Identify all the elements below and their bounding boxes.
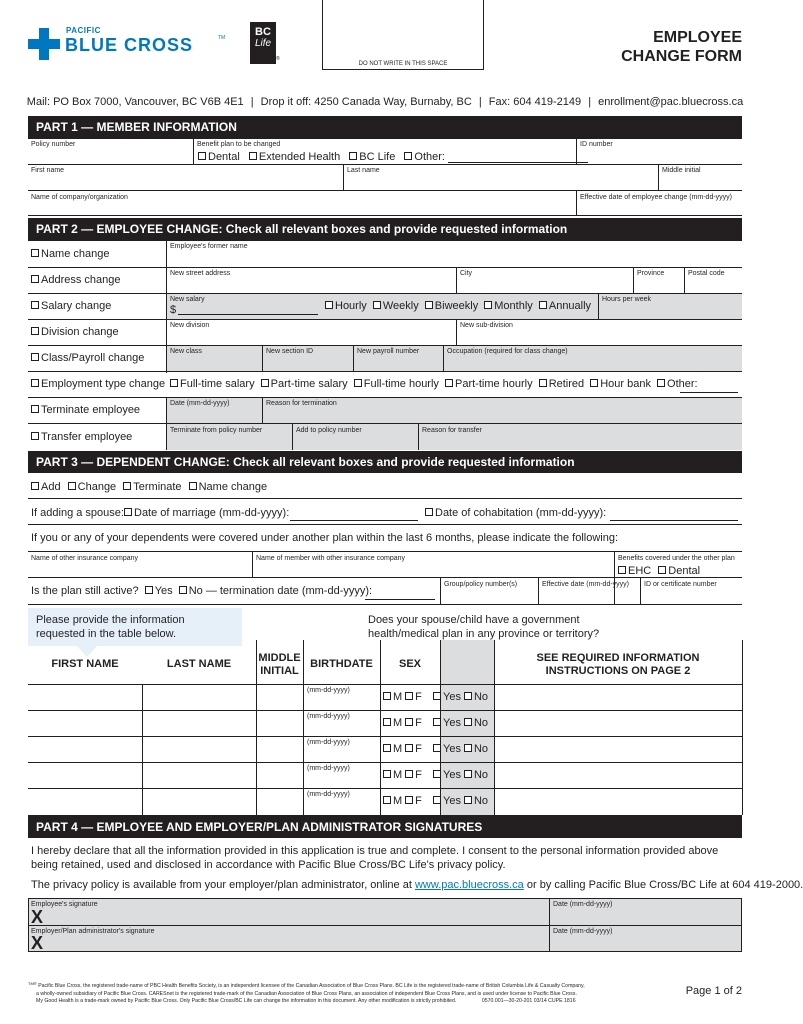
sex-m-checkbox[interactable]: M <box>383 769 402 781</box>
table-instructions-callout: Please provide the information requested in the table below. <box>28 608 242 646</box>
logo-pacific: PACIFIC <box>66 26 101 35</box>
first-name-field[interactable] <box>30 176 340 188</box>
emp-type-change-checkbox[interactable]: Employment type change <box>31 378 165 390</box>
transfer-employee-checkbox[interactable]: Transfer employee <box>31 431 132 443</box>
cohab-date-checkbox[interactable]: Date of cohabitation (mm-dd-yyyy): <box>425 507 606 519</box>
gov-plan-callout: Does your spouse/child have a government health/medical plan in any province or territory? <box>360 608 608 646</box>
admin-date-label: Date (mm-dd-yyyy) <box>553 928 613 935</box>
biweekly-checkbox[interactable]: Biweekly <box>425 300 478 312</box>
part1-header: PART 1 — MEMBER INFORMATION <box>28 116 742 138</box>
dep-last-name-field[interactable] <box>144 764 254 786</box>
dep-birthdate-hint: (mm-dd-yyyy) <box>307 739 350 746</box>
dep-sex-options <box>383 743 422 755</box>
new-subdivision-label: New sub-division <box>460 322 513 329</box>
first-name-label: First name <box>31 167 65 174</box>
gov-plan-yes-checkbox[interactable]: Yes <box>433 717 461 729</box>
bc-life-top: BC <box>255 26 271 38</box>
part3-header: PART 3 — DEPENDENT CHANGE: Check all relevant boxes and provide requested information <box>28 451 742 473</box>
still-active-yes-checkbox[interactable]: Yes <box>145 585 173 597</box>
terminate-dependent-checkbox[interactable]: Terminate <box>123 481 181 493</box>
dep-middle-initial-field[interactable] <box>258 686 301 708</box>
new-salary-label: New salary <box>170 296 205 303</box>
class-change-checkbox[interactable]: Class/Payroll change <box>31 352 144 364</box>
dep-middle-initial-field[interactable] <box>258 712 301 734</box>
policy-number-field[interactable] <box>30 150 190 162</box>
dep-first-name-field[interactable] <box>30 790 140 812</box>
add-to-policy-label: Add to policy number <box>296 427 362 434</box>
middle-initial-field[interactable] <box>662 176 740 188</box>
col-first-name: FIRST NAME <box>51 658 119 670</box>
pt-hourly-checkbox[interactable]: Part-time hourly <box>445 378 533 390</box>
dep-first-name-field[interactable] <box>30 738 140 760</box>
col-see-required: SEE REQUIRED INFORMATION INSTRUCTIONS ON PAGE 2 <box>536 652 700 677</box>
plan-term-date-field[interactable] <box>365 588 435 600</box>
new-section-label: New section ID <box>266 348 314 355</box>
other-type-field[interactable] <box>680 381 738 393</box>
effective-date-field[interactable] <box>580 203 740 214</box>
division-change-checkbox[interactable]: Division change <box>31 326 119 338</box>
dep-sex-options <box>383 717 422 729</box>
dep-birthdate-hint: (mm-dd-yyyy) <box>307 765 350 772</box>
dep-first-name-field[interactable] <box>30 764 140 786</box>
benefits-covered-options <box>618 565 700 577</box>
member-name-label: Name of member with other insurance company <box>256 555 406 562</box>
dep-last-name-field[interactable] <box>144 738 254 760</box>
enrollment-email[interactable]: enrollment@pac.bluecross.ca <box>598 96 744 108</box>
dep-birthdate-hint: (mm-dd-yyyy) <box>307 791 350 798</box>
dep-sex-options <box>383 795 422 807</box>
effective-date-label: Effective date of employee change (mm-dd-yyyy) <box>580 194 732 201</box>
employee-signature-label: Employee's signature <box>31 901 98 908</box>
sex-m-checkbox[interactable]: M <box>383 743 402 755</box>
sex-m-checkbox[interactable]: M <box>383 691 402 703</box>
gov-plan-yes-checkbox[interactable]: Yes <box>433 795 461 807</box>
other-insurance-label: Name of other insurance company <box>31 555 138 562</box>
gov-plan-no-checkbox[interactable]: No <box>464 743 488 755</box>
dep-last-name-field[interactable] <box>144 686 254 708</box>
employee-signature-field[interactable] <box>48 909 543 923</box>
ft-salary-checkbox[interactable]: Full-time salary <box>170 378 255 390</box>
name-change-checkbox[interactable]: Name change <box>31 248 110 260</box>
privacy-link[interactable]: www.pac.bluecross.ca <box>414 879 524 891</box>
company-field[interactable] <box>30 203 573 214</box>
weekly-checkbox[interactable]: Weekly <box>373 300 419 312</box>
term-date-label: Date (mm-dd-yyyy) <box>170 400 230 407</box>
logo-blue-cross: BLUE CROSS <box>65 35 194 55</box>
other-plan-checkbox[interactable]: Other: <box>404 151 445 163</box>
callout-left-pointer <box>76 645 98 657</box>
city-label: City <box>460 270 473 277</box>
form-title <box>621 28 742 66</box>
dep-birthdate-hint: (mm-dd-yyyy) <box>307 713 350 720</box>
admin-signature-label: Employer/Plan administrator's signature <box>31 928 155 935</box>
gov-plan-yes-checkbox[interactable]: Yes <box>433 691 461 703</box>
province-field[interactable] <box>637 279 682 292</box>
footer-legal <box>28 980 688 1006</box>
dep-birthdate-hint: (mm-dd-yyyy) <box>307 687 350 694</box>
hourly-checkbox[interactable]: Hourly <box>325 300 367 312</box>
salary-change-checkbox[interactable]: Salary change <box>31 300 111 312</box>
dep-gov-plan-options <box>433 691 488 703</box>
new-payroll-label: New payroll number <box>357 348 420 355</box>
add-dependent-checkbox[interactable]: Add <box>31 481 61 493</box>
gov-plan-no-checkbox[interactable]: No <box>464 691 488 703</box>
province-label: Province <box>637 270 665 277</box>
footer-code: 0570.001—30-20-201 03/14 CUPE 1816 <box>481 998 576 1004</box>
dep-gov-plan-options <box>433 795 488 807</box>
footer-line3: My Good Health is a trade-mark owned by Pacific Blue Cross. Only Pacific Blue Cross/BC Life can change the information in this document. Any other modification is strictly prohibited. <box>36 998 457 1004</box>
admin-date-field[interactable] <box>553 937 739 950</box>
employee-date-label: Date (mm-dd-yyyy) <box>553 901 613 908</box>
dropoff-address: Drop it off: 4250 Canada Way, Burnaby, BC <box>260 96 472 108</box>
employee-signature-x: X <box>31 907 44 927</box>
sex-f-checkbox[interactable]: F <box>405 769 422 781</box>
benefit-plan-label: Benefit plan to be changed <box>197 141 281 148</box>
part4-header: PART 4 — EMPLOYEE AND EMPLOYER/PLAN ADMINISTRATOR SIGNATURES <box>28 816 742 838</box>
dental-checkbox[interactable]: Dental <box>198 151 240 163</box>
eff-date-label: Effective date (mm-dd-yyyy) <box>542 581 630 588</box>
sex-m-checkbox[interactable]: M <box>383 795 402 807</box>
new-street-field[interactable] <box>170 279 453 292</box>
company-label: Name of company/organization <box>31 194 128 201</box>
still-active-question: Is the plan still active? Yes No — termination date (mm-dd-yyyy): <box>31 585 373 597</box>
term-from-policy-label: Terminate from policy number <box>170 427 263 434</box>
sex-f-checkbox[interactable]: F <box>405 743 422 755</box>
city-field[interactable] <box>460 279 630 292</box>
gov-plan-no-checkbox[interactable]: No <box>464 795 488 807</box>
dependent-name-change-checkbox[interactable]: Name change <box>189 481 268 493</box>
former-name-field[interactable] <box>170 252 740 265</box>
ehc-covered-checkbox[interactable]: EHC <box>618 565 651 577</box>
title-line1: EMPLOYEE <box>653 29 742 46</box>
bc-life-bottom: Life <box>254 38 272 49</box>
hours-per-week-field[interactable] <box>602 305 740 317</box>
pt-salary-checkbox[interactable]: Part-time salary <box>261 378 348 390</box>
postal-code-field[interactable] <box>688 279 740 292</box>
employee-date-field[interactable] <box>553 910 739 923</box>
postal-code-label: Postal code <box>688 270 725 277</box>
part2-header: PART 2 — EMPLOYEE CHANGE: Check all relevant boxes and provide requested information <box>28 218 742 240</box>
term-reason-label: Reason for termination <box>266 400 337 407</box>
marriage-date-checkbox[interactable]: Date of marriage (mm-dd-yyyy): <box>124 507 289 519</box>
occupation-label: Occupation (required for class change) <box>447 348 568 355</box>
new-subdivision-field[interactable] <box>460 331 740 343</box>
gov-plan-no-checkbox[interactable]: No <box>464 717 488 729</box>
new-class-label: New class <box>170 348 202 355</box>
sex-f-checkbox[interactable]: F <box>405 691 422 703</box>
retired-checkbox[interactable]: Retired <box>539 378 584 390</box>
benefits-covered-label: Benefits covered under the other plan <box>618 555 735 562</box>
cohab-date-field[interactable] <box>610 509 738 521</box>
middle-initial-label: Middle initial <box>662 167 701 174</box>
footer-line1: Pacific Blue Cross, the registered trade-name of PBC Health Benefits Society, is an independent licensee of the Canadian Association of Blue Cross Plans. BC Life is the registered trade-name of British Columbia Life & Casualty Company, <box>38 983 585 989</box>
dep-middle-initial-field[interactable] <box>258 790 301 812</box>
fax-number: Fax: 604 419-2149 <box>488 96 582 108</box>
dep-gov-plan-options <box>433 717 488 729</box>
marriage-date-field[interactable] <box>290 509 418 521</box>
dep-first-name-field[interactable] <box>30 686 140 708</box>
ft-hourly-checkbox[interactable]: Full-time hourly <box>354 378 439 390</box>
ehc-checkbox[interactable]: Extended Health <box>249 151 340 163</box>
last-name-field[interactable] <box>347 176 655 188</box>
covered-question: If you or any of your dependents were covered under another plan within the last 6 months, please indicate the following: <box>31 532 619 544</box>
admin-signature-field[interactable] <box>48 936 543 950</box>
dental-covered-checkbox[interactable]: Dental <box>658 565 700 577</box>
salary-frequency <box>325 300 591 312</box>
new-salary-field[interactable] <box>178 303 318 315</box>
address-change-checkbox[interactable]: Address change <box>31 274 121 286</box>
employment-type-options <box>170 378 698 390</box>
hour-bank-checkbox[interactable]: Hour bank <box>590 378 651 390</box>
hours-per-week-label: Hours per week <box>602 296 652 303</box>
sex-f-checkbox[interactable]: F <box>405 717 422 729</box>
gov-plan-yes-checkbox[interactable]: Yes <box>433 743 461 755</box>
dependent-action-options <box>31 481 267 493</box>
dep-sex-options <box>383 769 422 781</box>
dep-first-name-field[interactable] <box>30 712 140 734</box>
new-division-label: New division <box>170 322 210 329</box>
former-name-label: Employee's former name <box>170 243 248 250</box>
page-number: Page 1 of 2 <box>685 985 742 997</box>
footer-line2: a wholly-owned subsidiary of Pacific Blue Cross. CARESnet is the registered trade-mark of the Canadian Association of Blue Cross Plans, an association of independent Blue Cross Plans, and is used under license to Pacific Blue Cross. <box>36 990 577 997</box>
sex-f-checkbox[interactable]: F <box>405 795 422 807</box>
id-cert-label: ID or certificate number <box>644 581 717 588</box>
other-type-checkbox[interactable]: Other: <box>657 378 698 390</box>
change-dependent-checkbox[interactable]: Change <box>68 481 117 493</box>
footer-tm-mark: TM® <box>28 981 37 986</box>
dep-gov-plan-options <box>433 769 488 781</box>
transfer-reason-label: Reason for transfer <box>422 427 482 434</box>
gov-plan-yes-checkbox[interactable]: Yes <box>433 769 461 781</box>
terminate-employee-checkbox[interactable]: Terminate employee <box>31 404 140 416</box>
dep-last-name-field[interactable] <box>144 712 254 734</box>
bclife-checkbox[interactable]: BC Life <box>349 151 395 163</box>
dep-gov-plan-options <box>433 743 488 755</box>
group-policy-label: Group/policy number(s) <box>444 581 518 588</box>
last-name-label: Last name <box>347 167 380 174</box>
sex-m-checkbox[interactable]: M <box>383 717 402 729</box>
bc-life-reg: ® <box>276 56 280 62</box>
id-number-field[interactable] <box>580 150 740 162</box>
spouse-question: If adding a spouse: <box>31 507 124 519</box>
privacy-text: The privacy policy is available from your employer/plan administrator, online at www.pac.bluecross.ca or by calling Pacific Blue Cross/BC Life at 604 419-2000. <box>31 879 803 891</box>
benefit-plan-options <box>198 151 588 163</box>
col-sex: SEX <box>398 658 421 670</box>
declaration-text: I hereby declare that all the information provided in this application is true and complete. I consent to the personal information provided above being retained, used and disclosed in accordance with Pacific Blue Cross/BC Life's privacy policy. <box>31 845 719 871</box>
pbc-logo <box>28 26 258 62</box>
do-not-write-label: DO NOT WRITE IN THIS SPACE <box>358 61 448 67</box>
col-birthdate: BIRTHDATE <box>310 658 373 670</box>
title-line2: CHANGE FORM <box>621 48 742 65</box>
admin-signature-x: X <box>31 933 44 953</box>
new-street-label: New street address <box>170 270 231 277</box>
logo-tm: TM <box>218 35 226 41</box>
policy-number-label: Policy number <box>31 141 76 148</box>
bc-life-logo <box>250 22 276 64</box>
contact-line: Mail: PO Box 7000, Vancouver, BC V6B 4E1 | Drop it off: 4250 Canada Way, Burnaby, BC | Fax: 604 419-2149 | enrollment@pac.bluecross.ca <box>26 96 744 108</box>
id-number-label: ID number <box>580 141 613 148</box>
dep-middle-initial-field[interactable] <box>258 738 301 760</box>
new-division-field[interactable] <box>170 331 453 343</box>
annually-checkbox[interactable]: Annually <box>539 300 591 312</box>
other-plan-field[interactable] <box>448 153 588 163</box>
dep-sex-options <box>383 691 422 703</box>
blue-cross-icon <box>28 28 60 60</box>
dep-middle-initial-field[interactable] <box>258 764 301 786</box>
gov-plan-no-checkbox[interactable]: No <box>464 769 488 781</box>
office-use-box <box>322 0 484 70</box>
dep-last-name-field[interactable] <box>144 790 254 812</box>
monthly-checkbox[interactable]: Monthly <box>484 300 533 312</box>
still-active-no-checkbox[interactable]: No — termination date (mm-dd-yyyy): <box>179 585 372 597</box>
col-last-name: LAST NAME <box>166 658 232 670</box>
col-middle-initial: MIDDLE INITIAL <box>258 652 301 677</box>
mail-address: Mail: PO Box 7000, Vancouver, BC V6B 4E1 <box>26 96 244 108</box>
salary-dollar: $ <box>170 304 177 316</box>
